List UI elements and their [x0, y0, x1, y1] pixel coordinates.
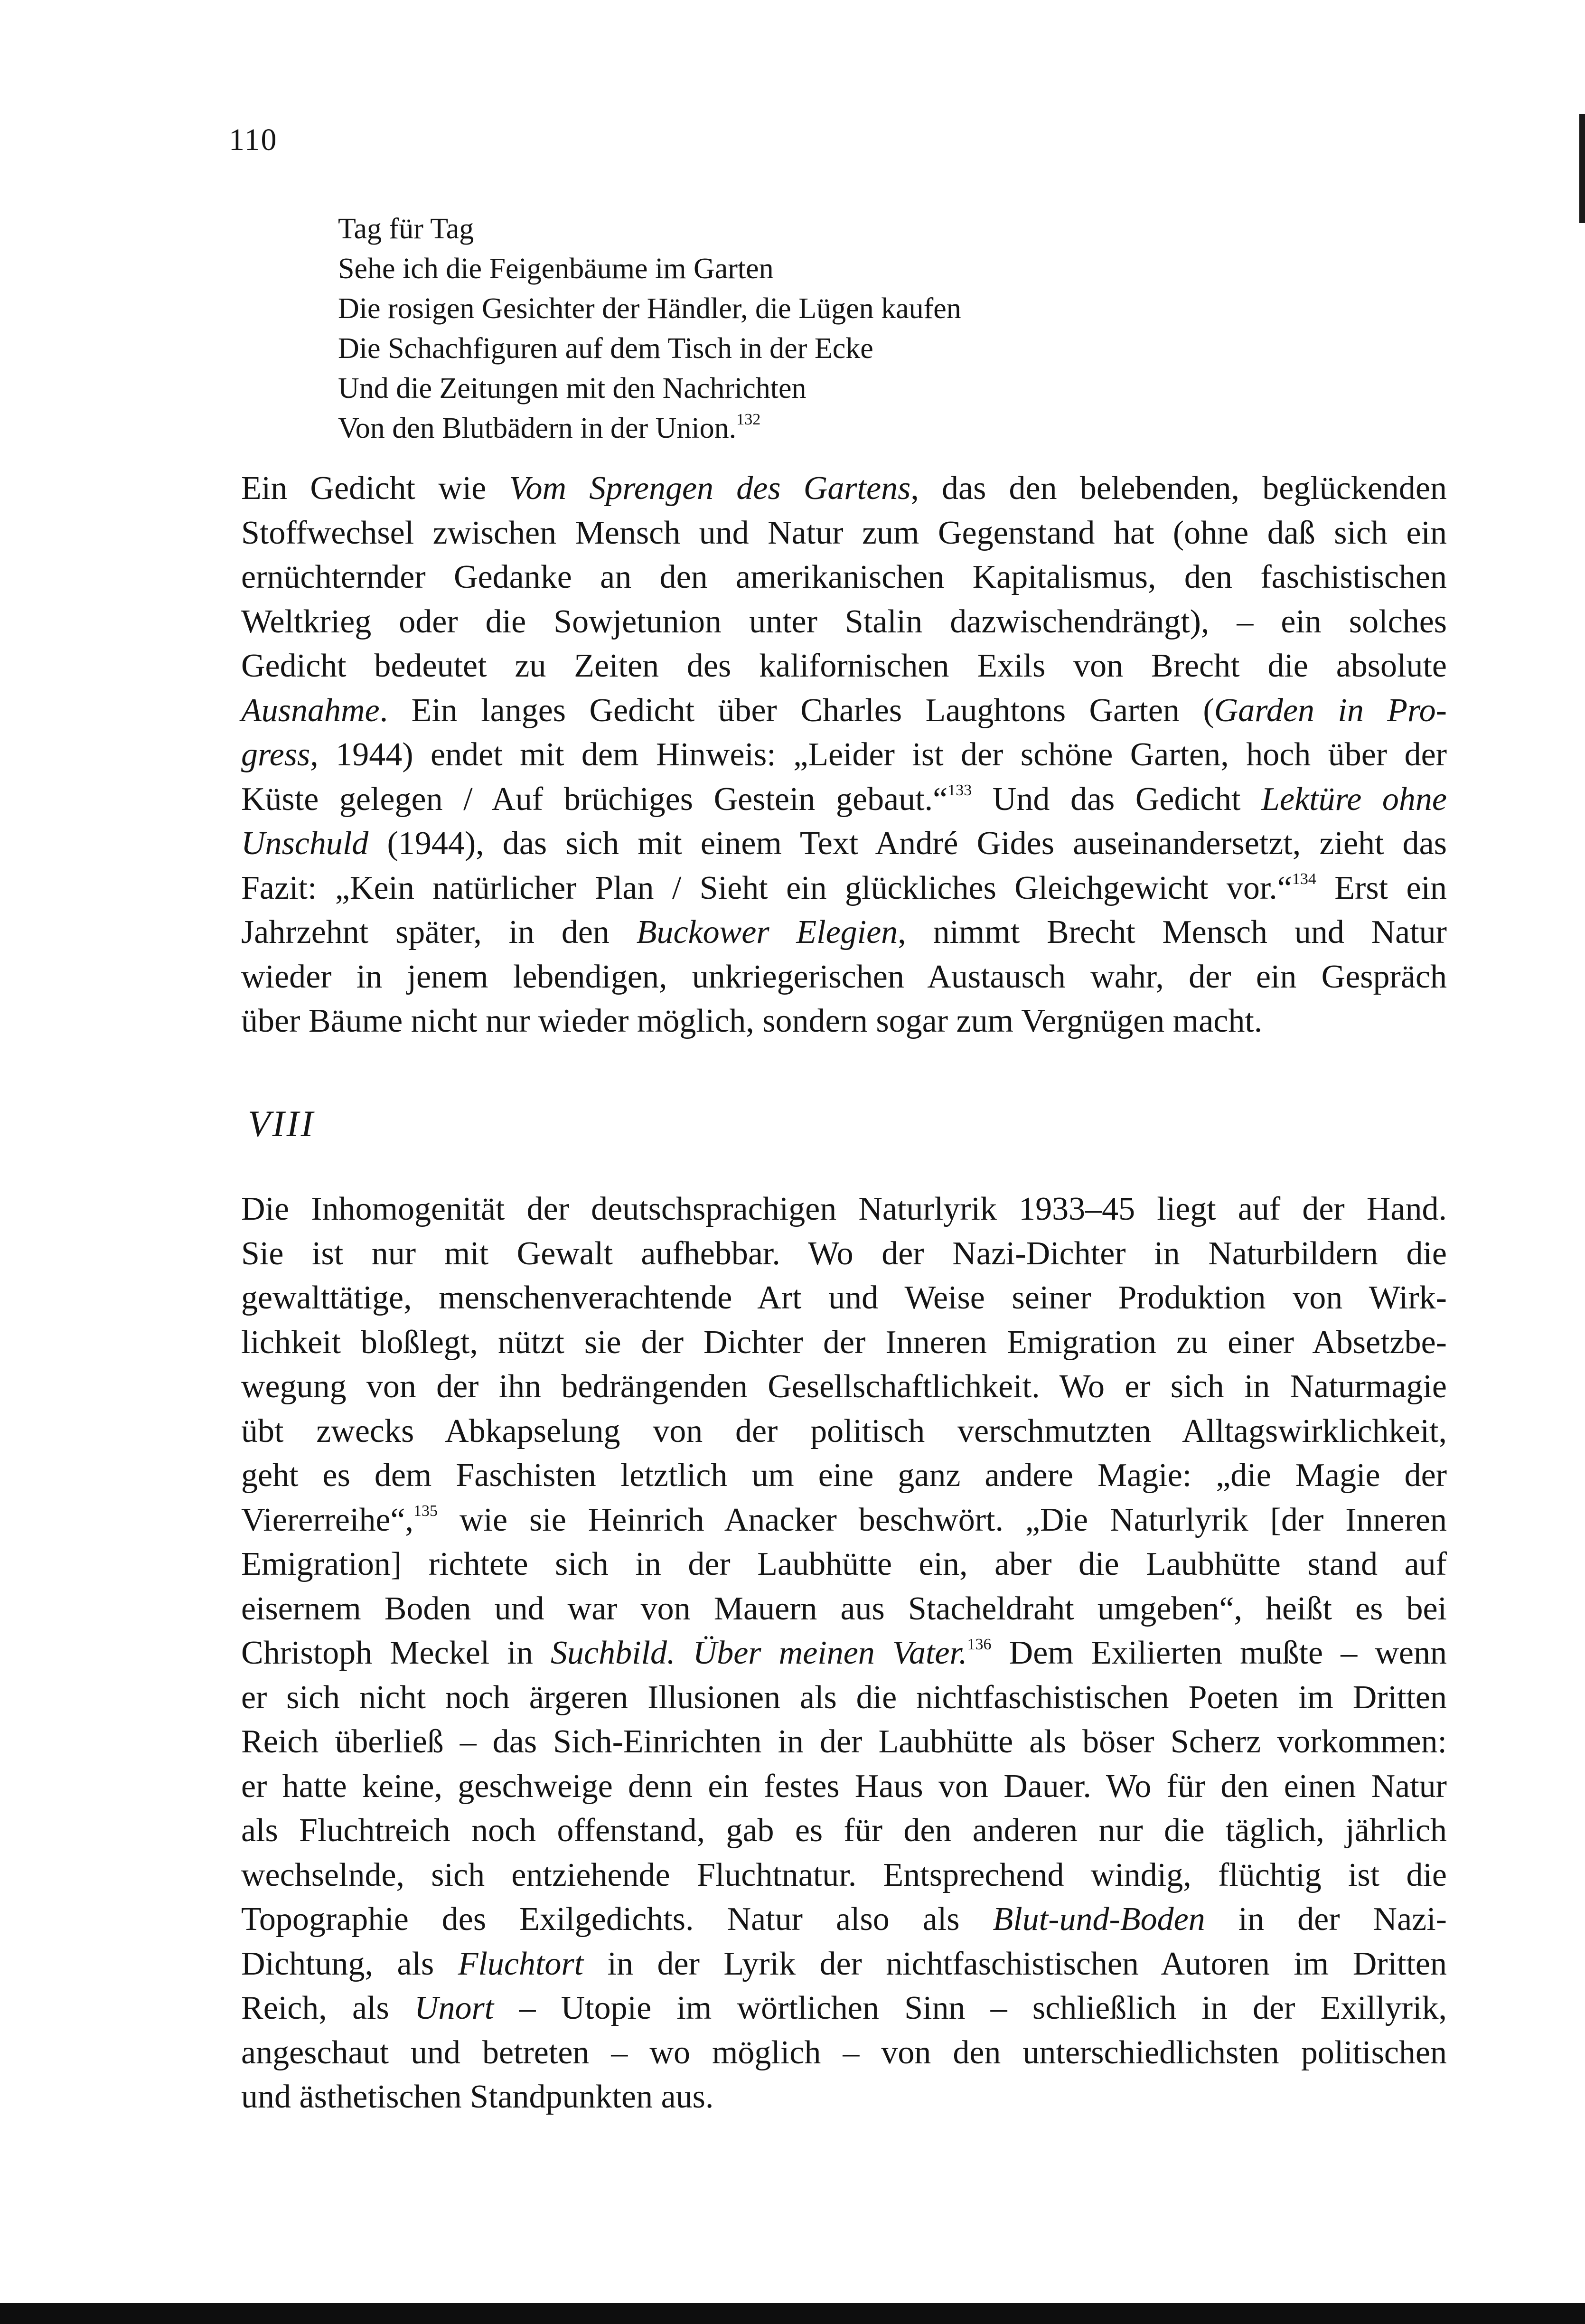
text-line: eisernem Boden und war von Mauern aus Stacheldraht umgeben“, heißt es bei	[241, 1590, 1447, 1627]
poem-line: Die rosigen Gesichter der Händler, die Lügen kaufen	[338, 292, 961, 325]
text-run: Küste gelegen / Auf brüchiges Gestein gebaut.“	[241, 781, 948, 818]
text-run: in der Lyrik der nichtfaschistischen Autoren im Dritten	[583, 1945, 1447, 1982]
text-line	[241, 866, 1447, 911]
text-run: , 1944) endet mit dem Hinweis: „Leider ist der schöne Garten, hoch über der	[310, 736, 1447, 773]
footnote-ref-135: 135	[413, 1502, 438, 1520]
footnote-ref-133: 133	[947, 781, 972, 800]
italic-title: Suchbild. Über meinen Vater.	[551, 1635, 967, 1671]
text-run: Fazit: „Kein natürlicher Plan / Sieht ein glückliches Gleichgewicht vor.“	[241, 869, 1292, 906]
footnote-ref-136: 136	[967, 1635, 992, 1653]
text-line: Stoffwechsel zwischen Mensch und Natur zum Gegenstand hat (ohne daß sich ein	[241, 514, 1447, 551]
text-line: wegung von der ihn bedrängenden Gesellschaftlichkeit. Wo er sich in Naturmagie	[241, 1368, 1447, 1405]
poem-line: Die Schachfiguren auf dem Tisch in der Ecke	[338, 332, 873, 365]
text-run: Topographie des Exilgedichts. Natur also als	[241, 1901, 993, 1938]
text-run: wie sie Heinrich Anacker beschwört. „Die Naturlyrik [der Inneren	[438, 1501, 1447, 1538]
text-line: gewalttätige, menschenverachtende Art und Weise seiner Produktion von Wirk-	[241, 1280, 1447, 1316]
text-line	[241, 1986, 1447, 2031]
text-line: Die Inhomogenität der deutschsprachigen Naturlyrik 1933–45 liegt auf der Hand.	[241, 1191, 1447, 1227]
italic-title: Buckower Elegien	[636, 914, 898, 950]
text-run: , das den belebenden, beglückenden	[910, 470, 1447, 507]
text-line: lichkeit bloßlegt, nützt sie der Dichter der Inneren Emigration zu einer Absetzbe-	[241, 1324, 1447, 1361]
text-run: , nimmt Brecht Mensch und Natur	[898, 914, 1447, 950]
text-line: Reich überließ – das Sich-Einrichten in der Laubhütte als böser Scherz vorkommen:	[241, 1723, 1447, 1760]
italic-title: Vom Sprengen des Gartens	[509, 470, 911, 507]
text-line	[241, 777, 1447, 822]
text-line	[241, 1631, 1447, 1675]
text-line	[241, 688, 1447, 733]
text-line	[241, 733, 1447, 777]
text-run: Jahrzehnt später, in den	[241, 914, 637, 950]
text-run: Ein Gedicht wie	[241, 470, 509, 507]
body-paragraph-1	[241, 466, 1447, 1044]
italic-emphasis: Ausnahme	[241, 692, 380, 729]
text-run: Erst ein	[1316, 869, 1447, 906]
italic-emphasis: Fluchtort	[458, 1945, 584, 1982]
text-line: wieder in jenem lebendigen, unkriegerischen Austausch wahr, der ein Gespräch	[241, 958, 1447, 995]
text-run: Christoph Meckel in	[241, 1635, 551, 1671]
poem-quote	[338, 209, 1240, 448]
scan-bottom-edge	[0, 2303, 1585, 2324]
text-line: wechselnde, sich entziehende Fluchtnatur. Entsprechend windig, flüchtig ist die	[241, 1856, 1447, 1893]
body-paragraph-2	[241, 1187, 1447, 2119]
poem-line: Von den Blutbädern in der Union.	[338, 412, 737, 444]
italic-title: Unschuld	[241, 825, 369, 862]
italic-emphasis: Blut-und-Boden	[993, 1901, 1205, 1938]
footnote-ref-132: 132	[736, 411, 761, 429]
text-run: Viererreihe“,	[241, 1501, 414, 1538]
italic-title: Garden in Pro-	[1214, 692, 1447, 729]
text-line: über Bäume nicht nur wieder möglich, sondern sogar zum Vergnügen macht.	[241, 1003, 1263, 1039]
text-line: und ästhetischen Standpunkten aus.	[241, 2079, 714, 2115]
text-line	[241, 1942, 1447, 1986]
poem-last-line	[338, 408, 1240, 448]
text-line: Sie ist nur mit Gewalt aufhebbar. Wo der Nazi-Dichter in Naturbildern die	[241, 1235, 1447, 1272]
text-line: er sich nicht noch ärgeren Illusionen als die nichtfaschistischen Poeten im Dritten	[241, 1679, 1447, 1716]
text-line: geht es dem Faschisten letztlich um eine ganz andere Magie: „die Magie der	[241, 1457, 1447, 1494]
section-heading: VIII	[248, 1103, 315, 1144]
text-line: Weltkrieg oder die Sowjetunion unter Stalin dazwischendrängt), – ein solches	[241, 603, 1447, 640]
text-line: er hatte keine, geschweige denn ein festes Haus von Dauer. Wo für den einen Natur	[241, 1768, 1447, 1805]
poem-line: Sehe ich die Feigenbäume im Garten	[338, 253, 774, 285]
italic-emphasis: Unort	[414, 1990, 494, 2026]
text-line: Gedicht bedeutet zu Zeiten des kalifornischen Exils von Brecht die absolute	[241, 648, 1447, 684]
italic-title: gress	[241, 736, 310, 773]
scan-binding-edge	[1579, 114, 1585, 223]
footnote-ref-134: 134	[1292, 870, 1316, 888]
text-run: (1944), das sich mit einem Text André Gides auseinandersetzt, zieht das	[368, 825, 1447, 862]
text-run: Und das Gedicht	[972, 781, 1262, 818]
page-number: 110	[229, 122, 278, 157]
poem-line: Und die Zeitungen mit den Nachrichten	[338, 372, 807, 405]
text-run: . Ein langes Gedicht über Charles Laughtons Garten (	[379, 692, 1214, 729]
text-run: – Utopie im wörtlichen Sinn – schließlich in der Exillyrik,	[494, 1990, 1447, 2026]
italic-title: Lektüre ohne	[1261, 781, 1447, 818]
text-run: Reich, als	[241, 1990, 414, 2026]
text-line: Emigration] richtete sich in der Laubhütte ein, aber die Laubhütte stand auf	[241, 1546, 1447, 1582]
text-line: ernüchternder Gedanke an den amerikanischen Kapitalismus, den faschistischen	[241, 559, 1447, 595]
poem-line: Tag für Tag	[338, 213, 474, 245]
text-line	[241, 1498, 1447, 1543]
text-run: Dem Exilierten mußte – wenn	[991, 1635, 1447, 1671]
text-line: angeschaut und betreten – wo möglich – von den unterschiedlichsten politischen	[241, 2034, 1447, 2071]
text-line: übt zwecks Abkapselung von der politisch verschmutzten Alltagswirklichkeit,	[241, 1412, 1447, 1449]
text-line	[241, 821, 1447, 866]
text-line: als Fluchtreich noch offenstand, gab es für den anderen nur die täglich, jährlich	[241, 1812, 1447, 1849]
text-line	[241, 910, 1447, 955]
text-line	[241, 1897, 1447, 1942]
text-run: in der Nazi-	[1205, 1901, 1447, 1938]
text-run: Dichtung, als	[241, 1945, 458, 1982]
text-line	[241, 466, 1447, 511]
